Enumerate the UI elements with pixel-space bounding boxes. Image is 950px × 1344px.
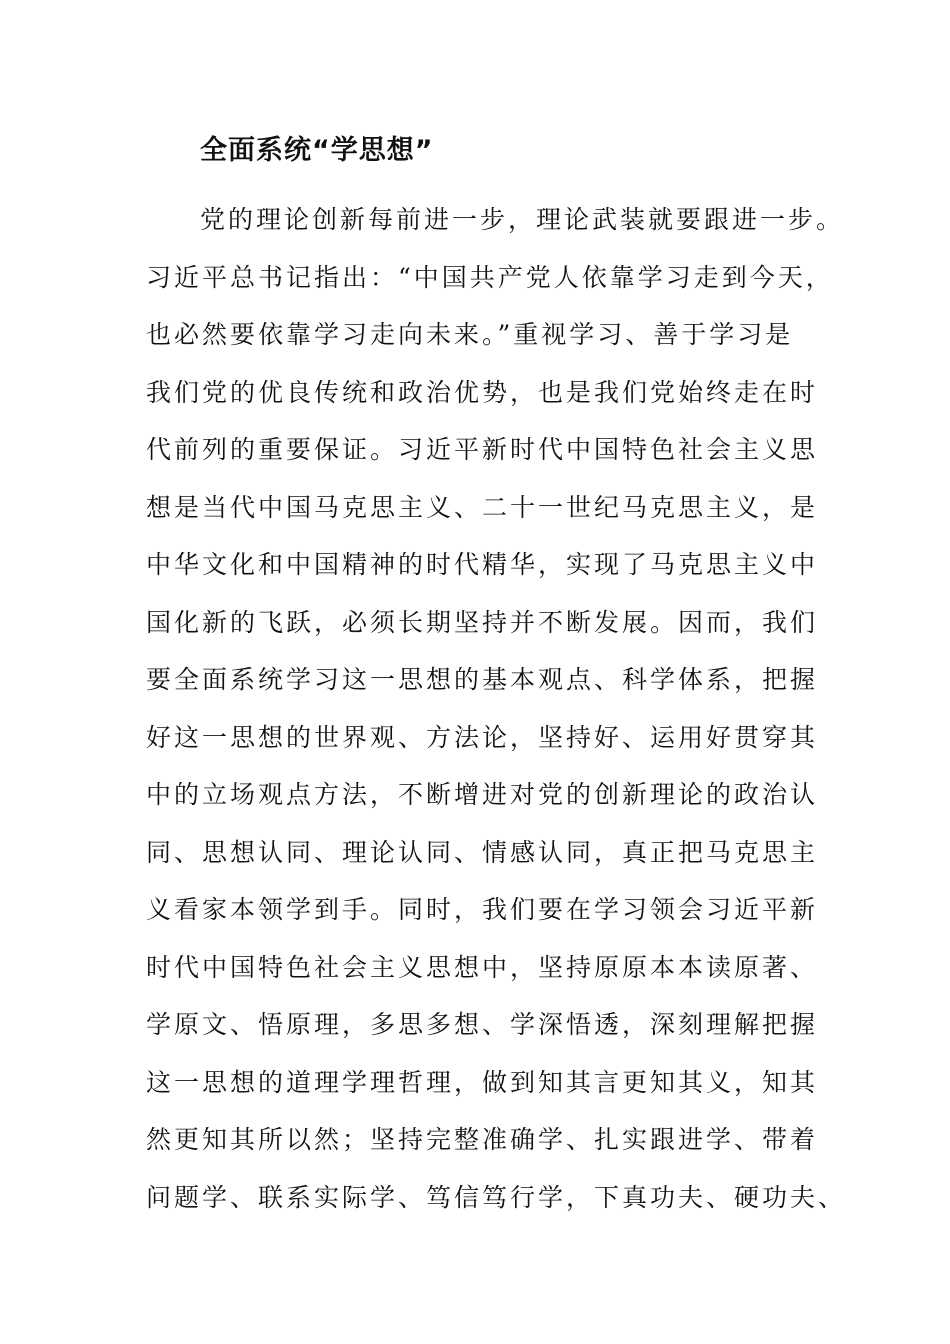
section-heading: 全面系统“学思想” (200, 135, 434, 166)
paragraph-line: 党的理论创新每前进一步，理论武装就要跟进一步。 (200, 205, 845, 234)
paragraph-line: 这一思想的道理学理哲理，做到知其言更知其义，知其 (146, 1067, 819, 1097)
paragraph-line: 想是当代中国马克思主义、二十一世纪马克思主义，是 (146, 492, 819, 522)
paragraph-line: 好这一思想的世界观、方法论，坚持好、运用好贯穿其 (146, 722, 819, 752)
paragraph-line: 中的立场观点方法，不断增进对党的创新理论的政治认 (146, 780, 819, 809)
paragraph-line: 我们党的优良传统和政治优势，也是我们党始终走在时 (146, 377, 819, 407)
paragraph-line: 习近平总书记指出：“中国共产党人依靠学习走到今天， (146, 262, 834, 292)
paragraph-line: 也必然要依靠学习走向未来。”重视学习、善于学习是 (146, 320, 794, 349)
paragraph-line: 中华文化和中国精神的时代精华，实现了马克思主义中 (146, 550, 819, 579)
paragraph-line: 问题学、联系实际学、笃信笃行学，下真功夫、硬功夫、 (146, 1182, 847, 1212)
body-paragraph (146, 191, 847, 1226)
paragraph-line: 时代中国特色社会主义思想中，坚持原原本本读原著、 (146, 952, 819, 982)
paragraph-line: 要全面系统学习这一思想的基本观点、科学体系，把握 (146, 665, 819, 694)
paragraph-line: 代前列的重要保证。习近平新时代中国特色社会主义思 (146, 435, 819, 464)
paragraph-line: 然更知其所以然；坚持完整准确学、扎实跟进学、带着 (146, 1125, 819, 1154)
paragraph-line: 义看家本领学到手。同时，我们要在学习领会习近平新 (146, 895, 819, 924)
paragraph-line: 国化新的飞跃，必须长期坚持并不断发展。因而，我们 (146, 607, 819, 637)
paragraph-line: 学原文、悟原理，多思多想、学深悟透，深刻理解把握 (146, 1010, 819, 1039)
paragraph-line: 同、思想认同、理论认同、情感认同，真正把马克思主 (146, 837, 819, 867)
